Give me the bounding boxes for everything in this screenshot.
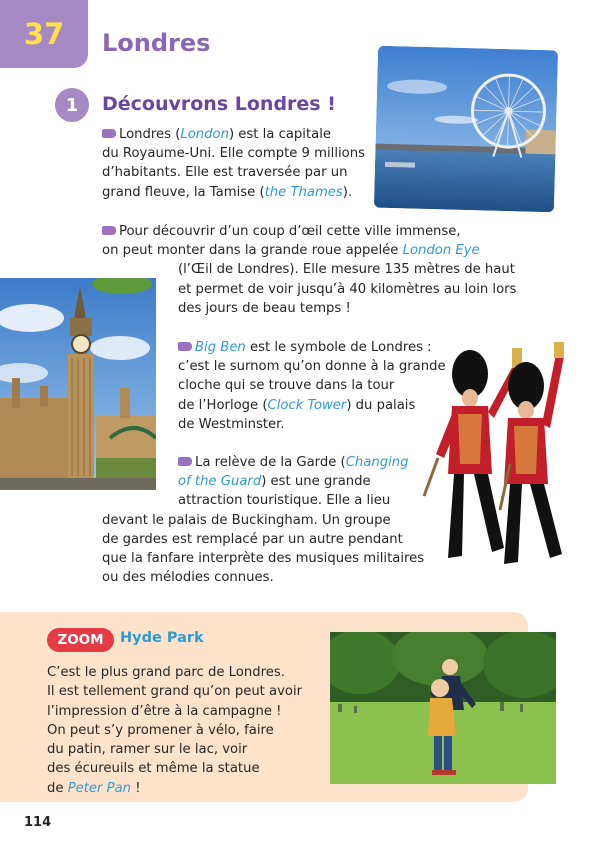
text: de bbox=[47, 780, 68, 796]
keyword-the-thames: the Thames bbox=[264, 184, 343, 200]
text: est le symbole de Londres : bbox=[245, 340, 432, 355]
text-line: de Westminster. bbox=[178, 416, 285, 432]
text: ). bbox=[342, 184, 353, 200]
keyword-london-eye: London Eye bbox=[402, 243, 480, 259]
keyword-big-ben: Big Ben bbox=[195, 340, 246, 355]
chapter-number: 37 bbox=[23, 17, 65, 51]
text-line: et permet de voir jusqu’à 40 kilomètres au loin lors bbox=[178, 281, 517, 297]
text: ! bbox=[131, 780, 141, 796]
text-line: d’habitants. Elle est traversée par un bbox=[102, 165, 348, 181]
text-line: que la fanfare interprète des musiques militaires bbox=[102, 551, 425, 567]
text: on peut monter dans la grande roue appelée bbox=[102, 243, 403, 259]
text-line: attraction touristique. Elle a lieu bbox=[178, 493, 391, 509]
text: Pour découvrir d’un coup d’œil cette ville immense, bbox=[119, 224, 461, 239]
keyword-london: London bbox=[180, 127, 229, 142]
text-line: On peut s’y promener à vélo, faire bbox=[47, 722, 274, 738]
chapter-title: Londres bbox=[102, 29, 211, 57]
keyword-peter-pan: Peter Pan bbox=[67, 780, 132, 796]
london-eye-photo bbox=[374, 46, 558, 213]
paragraph-changing-guard bbox=[102, 453, 425, 587]
text: La relève de la Garde ( bbox=[195, 455, 346, 470]
text-line: du patin, ramer sur le lac, voir bbox=[47, 742, 248, 758]
text: ) du palais bbox=[346, 397, 416, 413]
text-line: du Royaume-Uni. Elle compte 9 millions bbox=[102, 146, 365, 162]
zoom-text bbox=[47, 663, 302, 798]
text-line: Il est tellement grand qu’on peut avoir bbox=[47, 684, 303, 700]
zoom-title: Hyde Park bbox=[120, 630, 204, 646]
keyword-clock-tower: Clock Tower bbox=[267, 397, 347, 413]
text-line: (l’Œil de Londres). Elle mesure 135 mètres de haut bbox=[178, 262, 515, 278]
bullet-icon bbox=[178, 342, 192, 351]
text-line: ou des mélodies connues. bbox=[102, 570, 274, 586]
text: grand fleuve, la Tamise ( bbox=[102, 184, 265, 200]
chapter-tab bbox=[0, 0, 88, 68]
paragraph-london-eye bbox=[102, 222, 516, 318]
paragraph-big-ben bbox=[178, 338, 446, 434]
text-line: de gardes est remplacé par un autre pendant bbox=[102, 531, 403, 547]
text-line: des écureuils et même la statue bbox=[47, 761, 260, 777]
hyde-park-photo bbox=[330, 632, 556, 784]
text: de l’Horloge ( bbox=[178, 397, 268, 413]
zoom-badge: ZOOM bbox=[47, 628, 114, 652]
text-line: devant le palais de Buckingham. Un groupe bbox=[102, 512, 391, 528]
big-ben-photo bbox=[0, 278, 156, 490]
text-line: l’impression d’être à la campagne ! bbox=[47, 703, 282, 719]
section-title: Découvrons Londres ! bbox=[102, 93, 336, 115]
page-number: 114 bbox=[24, 815, 52, 830]
text-line: C’est le plus grand parc de Londres. bbox=[47, 665, 285, 680]
text-line: des jours de beau temps ! bbox=[178, 300, 351, 316]
text-line: c’est le surnom qu’on donne à la grande bbox=[178, 359, 446, 375]
bullet-icon bbox=[178, 457, 192, 466]
text-line: cloche qui se trouve dans la tour bbox=[178, 378, 395, 394]
keyword-changing: Changing bbox=[345, 455, 409, 470]
section-number-badge: 1 bbox=[55, 88, 89, 122]
keyword-of-the-guard: of the Guard bbox=[178, 474, 262, 490]
text: Londres ( bbox=[119, 127, 181, 142]
bullet-icon bbox=[102, 226, 116, 235]
text: ) est une grande bbox=[261, 474, 371, 490]
bullet-icon bbox=[102, 129, 116, 138]
paragraph-london-capital bbox=[102, 125, 365, 202]
text: ) est la capitale bbox=[228, 127, 331, 142]
